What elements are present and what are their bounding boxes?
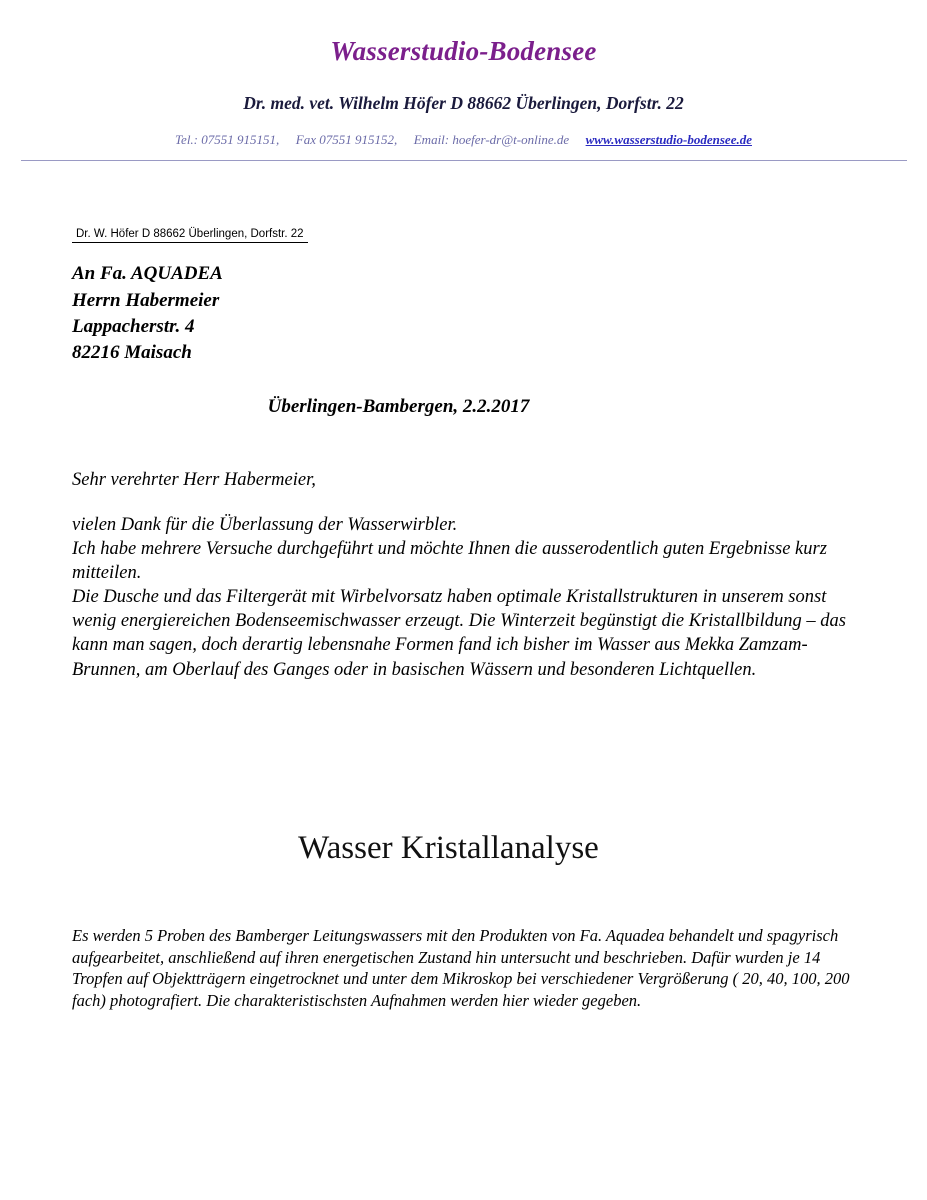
letter-body-area [0, 161, 927, 1012]
salutation: Sehr verehrter Herr Habermeier, [72, 470, 316, 491]
return-address: Dr. W. Höfer D 88662 Überlingen, Dorfstr. 22 [72, 227, 308, 243]
letter-paragraph-1: vielen Dank für die Überlassung der Wasserwirbler. [72, 515, 458, 536]
recipient-company: An Fa. AQUADEA [72, 263, 223, 285]
email-address: Email: hoefer-dr@t-online.de [413, 132, 570, 147]
contact-line [0, 132, 927, 148]
fax-number: Fax 07551 915152, [295, 132, 398, 147]
letter-paragraph-3: Die Dusche und das Filtergerät mit Wirbelvorsatz haben optimale Kristallstrukturen in unserem sonst wenig energiereichen Bodenseemischwasser erzeugt. Die Winterzeit begünstigt die Kristallbildung – das kann man sagen, doch derartig lebensnahe Formen fand ich bisher im Wasser aus Mekka Zamzam-Brunnen, am Oberlauf des Ganges oder in basischen Wässern und besonderen Lichtquellen. [72, 587, 846, 680]
section-title: Wasser Kristallanalyse [298, 829, 599, 866]
letter-paragraph-2: Ich habe mehrere Versuche durchgeführt und möchte Ihnen die ausserodentlich guten Ergebnisse kurz mitteilen. [72, 539, 827, 584]
letterhead [0, 0, 927, 161]
company-address: Dr. med. vet. Wilhelm Höfer D 88662 Überlingen, Dorfstr. 22 [243, 93, 684, 113]
letter-text [72, 513, 855, 681]
section-abstract [72, 925, 855, 1013]
recipient-person: Herrn Habermeier [72, 289, 220, 311]
recipient-address-block [72, 261, 855, 366]
recipient-city: 82216 Maisach [72, 342, 192, 364]
abstract-paragraph: Es werden 5 Proben des Bamberger Leitungswassers mit den Produkten von Fa. Aquadea behandelt und spagyrisch aufgearbeitet, anschließend auf ihren energetischen Zustand hin untersucht und beschrieben. Dafür wurden je 14 Tropfen auf Objektträgern eingetrocknet und unter dem Mikroskop bei verschiedener Vergrößerung ( 20, 40, 100, 200 fach) photografiert. Die charakteristischsten Aufnahmen werden hier wieder gegeben. [72, 925, 850, 1011]
company-name: Wasserstudio-Bodensee [330, 36, 597, 66]
recipient-street: Lappacherstr. 4 [72, 315, 195, 337]
phone-number: Tel.: 07551 915151, [175, 132, 280, 147]
place-and-date: Überlingen-Bambergen, 2.2.2017 [267, 396, 530, 418]
website-link[interactable]: www.wasserstudio-bodensee.de [585, 132, 752, 147]
